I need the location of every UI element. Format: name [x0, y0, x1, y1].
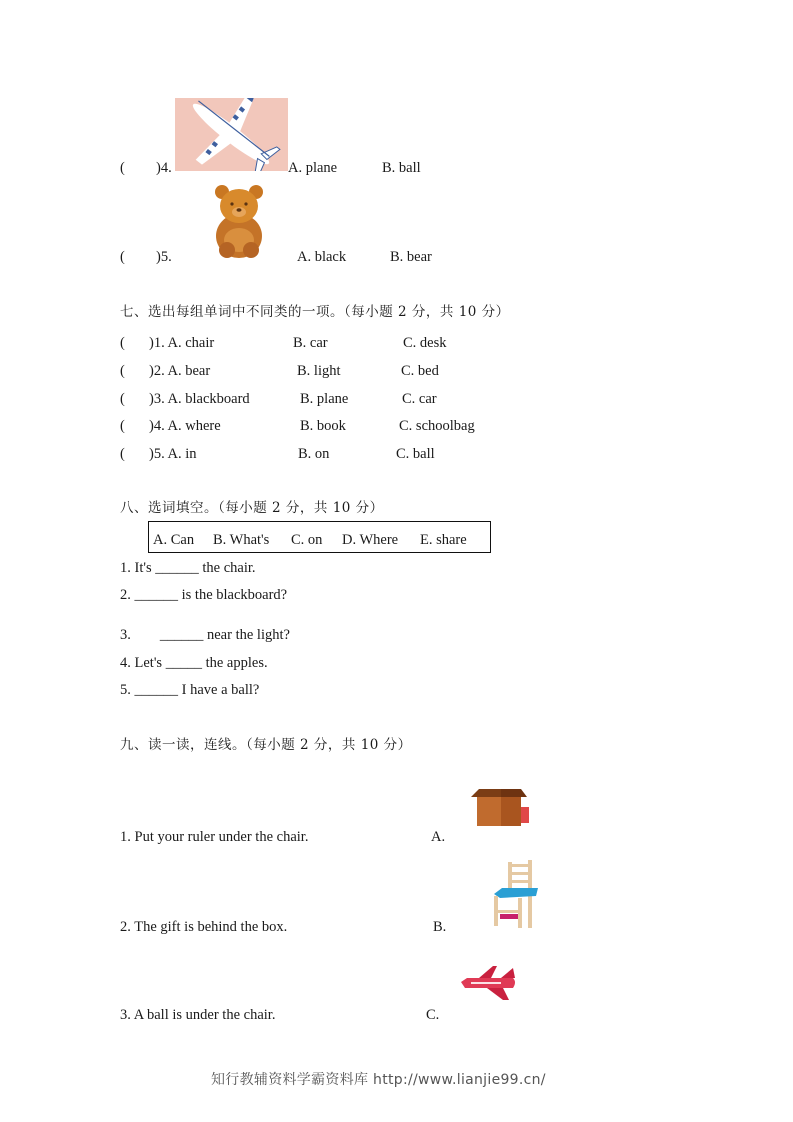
match-letter: A.	[431, 829, 446, 845]
match-sentence[interactable]: 3. A ball is under the chair.	[120, 1007, 276, 1023]
answer-blank-paren[interactable]: (	[120, 363, 125, 379]
section-title: 七、选出每组单词中不同类的一项。（每小题 2 分，共 10 分）	[120, 304, 510, 320]
fill-blank-question-5[interactable]: 5. ______ I have a ball?	[120, 682, 260, 698]
chair-icon	[490, 858, 546, 930]
option-b: B. book	[300, 418, 346, 434]
option-c: C. ball	[396, 446, 435, 462]
fill-blank-question-3[interactable]: 3. ______ near the light?	[120, 627, 290, 643]
red-airplane-picture[interactable]	[459, 964, 519, 1002]
box-icon	[471, 789, 533, 827]
match-letter: B.	[433, 919, 447, 935]
fill-blank-question-1[interactable]: 1. It's ______ the chair.	[120, 560, 256, 576]
fill-blank-question-4[interactable]: 4. Let's _____ the apples.	[120, 655, 268, 671]
question-number: )5.	[156, 249, 172, 265]
option-b: B. plane	[300, 391, 349, 407]
section-title: 九、读一读，连线。（每小题 2 分，共 10 分）	[120, 737, 412, 753]
word-bank-option-a: A. Can	[153, 532, 195, 548]
option-a: )5. A. in	[149, 446, 197, 462]
section-title: 八、选词填空。（每小题 2 分，共 10 分）	[120, 500, 384, 516]
option-a: )1. A. chair	[149, 335, 215, 351]
word-bank-option-d: D. Where	[342, 532, 399, 548]
answer-blank-paren[interactable]: (	[120, 160, 125, 176]
match-sentence[interactable]: 2. The gift is behind the box.	[120, 919, 288, 935]
chair-with-ruler-picture[interactable]	[490, 858, 546, 930]
fill-blank-question-2[interactable]: 2. ______ is the blackboard?	[120, 587, 288, 603]
option-b: B. ball	[382, 160, 421, 176]
question-number: )4.	[156, 160, 172, 176]
option-c: C. desk	[403, 335, 447, 351]
answer-blank-paren[interactable]: (	[120, 391, 125, 407]
option-b: B. bear	[390, 249, 432, 265]
option-a: )4. A. where	[149, 418, 221, 434]
option-c: C. bed	[401, 363, 439, 379]
match-sentence[interactable]: 1. Put your ruler under the chair.	[120, 829, 309, 845]
option-b: B. on	[298, 446, 330, 462]
option-c: C. car	[402, 391, 437, 407]
airplane-icon	[459, 964, 519, 1002]
footer-watermark: 知行教辅资料学霸资料库 http://www.lianjie99.cn/	[211, 1072, 546, 1088]
option-b: B. light	[297, 363, 341, 379]
teddy-bear-icon	[212, 184, 266, 260]
option-a: )2. A. bear	[149, 363, 211, 379]
word-bank-option-c: C. on	[291, 532, 323, 548]
option-a: )3. A. blackboard	[149, 391, 250, 407]
airplane-picture	[175, 98, 288, 171]
box-with-gift-picture[interactable]	[471, 789, 533, 827]
airplane-icon	[175, 98, 288, 171]
word-bank-option-e: E. share	[420, 532, 467, 548]
option-a: A. plane	[288, 160, 338, 176]
answer-blank-paren[interactable]: (	[120, 418, 125, 434]
answer-blank-paren[interactable]: (	[120, 335, 125, 351]
answer-blank-paren[interactable]: (	[120, 249, 125, 265]
option-a: A. black	[297, 249, 347, 265]
word-bank-option-b: B. What's	[213, 532, 270, 548]
match-letter: C.	[426, 1007, 440, 1023]
answer-blank-paren[interactable]: (	[120, 446, 125, 462]
teddy-bear-picture	[212, 184, 266, 260]
option-b: B. car	[293, 335, 328, 351]
option-c: C. schoolbag	[399, 418, 475, 434]
